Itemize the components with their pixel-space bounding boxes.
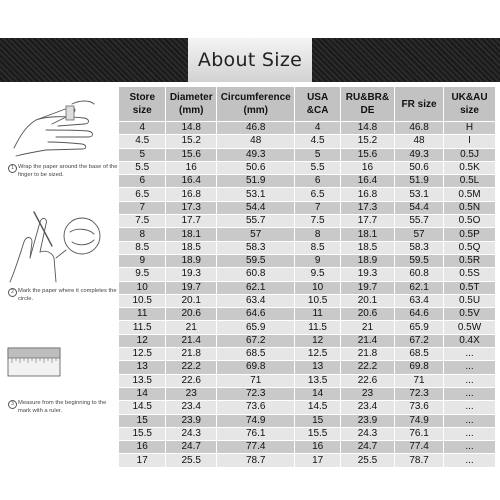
circumference-cell: 74.9 bbox=[217, 414, 295, 427]
store-size-cell: 7.5 bbox=[119, 215, 166, 228]
instruction-step-3 bbox=[8, 400, 118, 415]
step-number: 1 bbox=[8, 164, 17, 173]
fr-size-cell: 57 bbox=[395, 228, 444, 241]
usa-ca-cell: 14 bbox=[295, 387, 340, 400]
instruction-text: Measure from the beginning to the mark with a ruler. bbox=[18, 400, 107, 414]
ru-br-de-cell: 24.3 bbox=[340, 427, 394, 440]
uk-au-size-cell: H bbox=[444, 122, 496, 135]
fr-size-cell: 51.9 bbox=[395, 175, 444, 188]
fr-size-cell: 64.6 bbox=[395, 308, 444, 321]
instruction-text: Mark the paper where it completes the circle. bbox=[18, 288, 117, 302]
table-row bbox=[119, 321, 496, 334]
diameter-cell: 21 bbox=[166, 321, 217, 334]
circumference-cell: 49.3 bbox=[217, 148, 295, 161]
usa-ca-cell: 6 bbox=[295, 175, 340, 188]
diameter-cell: 16.8 bbox=[166, 188, 217, 201]
diameter-cell: 23.9 bbox=[166, 414, 217, 427]
circumference-cell: 69.8 bbox=[217, 361, 295, 374]
ru-br-de-cell: 21.4 bbox=[340, 334, 394, 347]
circumference-cell: 64.6 bbox=[217, 308, 295, 321]
header-usa-ca: USA &CA bbox=[295, 87, 340, 122]
usa-ca-cell: 9 bbox=[295, 254, 340, 267]
table-row bbox=[119, 374, 496, 387]
ruler-illustration bbox=[6, 344, 66, 380]
uk-au-size-cell: 0.4X bbox=[444, 334, 496, 347]
fr-size-cell: 58.3 bbox=[395, 241, 444, 254]
circumference-cell: 63.4 bbox=[217, 294, 295, 307]
uk-au-size-cell: 0.5K bbox=[444, 161, 496, 174]
store-size-cell: 14.5 bbox=[119, 401, 166, 414]
circumference-cell: 60.8 bbox=[217, 268, 295, 281]
header-circumference: Circumference (mm) bbox=[217, 87, 295, 122]
circumference-cell: 67.2 bbox=[217, 334, 295, 347]
hand-wrap-paper-illustration bbox=[6, 86, 111, 158]
table-row bbox=[119, 161, 496, 174]
table-row bbox=[119, 334, 496, 347]
usa-ca-cell: 4 bbox=[295, 122, 340, 135]
store-size-cell: 7 bbox=[119, 201, 166, 214]
uk-au-size-cell: ... bbox=[444, 414, 496, 427]
uk-au-size-cell: 0.5M bbox=[444, 188, 496, 201]
store-size-cell: 13.5 bbox=[119, 374, 166, 387]
fr-size-cell: 55.7 bbox=[395, 215, 444, 228]
ru-br-de-cell: 20.1 bbox=[340, 294, 394, 307]
table-row bbox=[119, 441, 496, 454]
usa-ca-cell: 15.5 bbox=[295, 427, 340, 440]
circumference-cell: 55.7 bbox=[217, 215, 295, 228]
store-size-cell: 10 bbox=[119, 281, 166, 294]
uk-au-size-cell: 0.5T bbox=[444, 281, 496, 294]
fr-size-cell: 71 bbox=[395, 374, 444, 387]
table-row bbox=[119, 241, 496, 254]
store-size-cell: 12 bbox=[119, 334, 166, 347]
circumference-cell: 72.3 bbox=[217, 387, 295, 400]
circumference-cell: 50.6 bbox=[217, 161, 295, 174]
table-row bbox=[119, 427, 496, 440]
usa-ca-cell: 12.5 bbox=[295, 348, 340, 361]
store-size-cell: 6.5 bbox=[119, 188, 166, 201]
diameter-cell: 22.2 bbox=[166, 361, 217, 374]
ru-br-de-cell: 22.2 bbox=[340, 361, 394, 374]
table-row bbox=[119, 175, 496, 188]
ru-br-de-cell: 19.7 bbox=[340, 281, 394, 294]
store-size-cell: 9 bbox=[119, 254, 166, 267]
store-size-cell: 6 bbox=[119, 175, 166, 188]
uk-au-size-cell: 0.5L bbox=[444, 175, 496, 188]
usa-ca-cell: 7 bbox=[295, 201, 340, 214]
usa-ca-cell: 17 bbox=[295, 454, 340, 467]
fr-size-cell: 74.9 bbox=[395, 414, 444, 427]
header-ru-br-de: RU&BR& DE bbox=[340, 87, 394, 122]
store-size-cell: 13 bbox=[119, 361, 166, 374]
uk-au-size-cell: 0.5W bbox=[444, 321, 496, 334]
uk-au-size-cell: ... bbox=[444, 374, 496, 387]
ru-br-de-cell: 15.6 bbox=[340, 148, 394, 161]
instruction-step-1 bbox=[8, 164, 118, 179]
fr-size-cell: 53.1 bbox=[395, 188, 444, 201]
uk-au-size-cell: 0.5J bbox=[444, 148, 496, 161]
ru-br-de-cell: 18.1 bbox=[340, 228, 394, 241]
fr-size-cell: 77.4 bbox=[395, 441, 444, 454]
usa-ca-cell: 15 bbox=[295, 414, 340, 427]
diameter-cell: 24.3 bbox=[166, 427, 217, 440]
store-size-cell: 8.5 bbox=[119, 241, 166, 254]
store-size-cell: 11.5 bbox=[119, 321, 166, 334]
header-uk-au-size: UK&AU size bbox=[444, 87, 496, 122]
store-size-cell: 5 bbox=[119, 148, 166, 161]
ru-br-de-cell: 25.5 bbox=[340, 454, 394, 467]
usa-ca-cell: 5.5 bbox=[295, 161, 340, 174]
fr-size-cell: 69.8 bbox=[395, 361, 444, 374]
usa-ca-cell: 11.5 bbox=[295, 321, 340, 334]
uk-au-size-cell: 0.5S bbox=[444, 268, 496, 281]
diameter-cell: 16 bbox=[166, 161, 217, 174]
table-row bbox=[119, 348, 496, 361]
table-row bbox=[119, 122, 496, 135]
table-row bbox=[119, 268, 496, 281]
table-row bbox=[119, 228, 496, 241]
store-size-cell: 4 bbox=[119, 122, 166, 135]
table-row bbox=[119, 215, 496, 228]
ru-br-de-cell: 16.4 bbox=[340, 175, 394, 188]
ru-br-de-cell: 16 bbox=[340, 161, 394, 174]
diameter-cell: 21.8 bbox=[166, 348, 217, 361]
header-diameter: Diameter (mm) bbox=[166, 87, 217, 122]
ru-br-de-cell: 22.6 bbox=[340, 374, 394, 387]
store-size-cell: 5.5 bbox=[119, 161, 166, 174]
usa-ca-cell: 9.5 bbox=[295, 268, 340, 281]
table-header-row bbox=[119, 87, 496, 122]
ru-br-de-cell: 17.3 bbox=[340, 201, 394, 214]
circumference-cell: 51.9 bbox=[217, 175, 295, 188]
uk-au-size-cell: ... bbox=[444, 427, 496, 440]
diameter-cell: 25.5 bbox=[166, 454, 217, 467]
circumference-cell: 77.4 bbox=[217, 441, 295, 454]
uk-au-size-cell: ... bbox=[444, 441, 496, 454]
usa-ca-cell: 7.5 bbox=[295, 215, 340, 228]
ring-size-table bbox=[118, 86, 496, 468]
fr-size-cell: 65.9 bbox=[395, 321, 444, 334]
circumference-cell: 46.8 bbox=[217, 122, 295, 135]
uk-au-size-cell: 0.5Q bbox=[444, 241, 496, 254]
uk-au-size-cell: 0.5P bbox=[444, 228, 496, 241]
diameter-cell: 15.2 bbox=[166, 135, 217, 148]
circumference-cell: 78.7 bbox=[217, 454, 295, 467]
fr-size-cell: 50.6 bbox=[395, 161, 444, 174]
measuring-instructions-panel bbox=[0, 82, 117, 500]
diameter-cell: 19.3 bbox=[166, 268, 217, 281]
ru-br-de-cell: 21.8 bbox=[340, 348, 394, 361]
header-fr-size: FR size bbox=[395, 87, 444, 122]
hand-mark-paper-illustration bbox=[6, 202, 111, 288]
fr-size-cell: 54.4 bbox=[395, 201, 444, 214]
ru-br-de-cell: 17.7 bbox=[340, 215, 394, 228]
table-row bbox=[119, 201, 496, 214]
diameter-cell: 16.4 bbox=[166, 175, 217, 188]
step-number: 2 bbox=[8, 288, 17, 297]
table-row bbox=[119, 188, 496, 201]
fr-size-cell: 62.1 bbox=[395, 281, 444, 294]
fr-size-cell: 78.7 bbox=[395, 454, 444, 467]
usa-ca-cell: 13.5 bbox=[295, 374, 340, 387]
circumference-cell: 48 bbox=[217, 135, 295, 148]
circumference-cell: 57 bbox=[217, 228, 295, 241]
table-row bbox=[119, 308, 496, 321]
ru-br-de-cell: 24.7 bbox=[340, 441, 394, 454]
diameter-cell: 21.4 bbox=[166, 334, 217, 347]
ru-br-de-cell: 21 bbox=[340, 321, 394, 334]
diameter-cell: 23 bbox=[166, 387, 217, 400]
circumference-cell: 59.5 bbox=[217, 254, 295, 267]
diameter-cell: 17.3 bbox=[166, 201, 217, 214]
uk-au-size-cell: 0.5O bbox=[444, 215, 496, 228]
store-size-cell: 15 bbox=[119, 414, 166, 427]
ru-br-de-cell: 16.8 bbox=[340, 188, 394, 201]
diameter-cell: 22.6 bbox=[166, 374, 217, 387]
fr-size-cell: 68.5 bbox=[395, 348, 444, 361]
fr-size-cell: 59.5 bbox=[395, 254, 444, 267]
table-body bbox=[119, 122, 496, 468]
usa-ca-cell: 10 bbox=[295, 281, 340, 294]
fr-size-cell: 49.3 bbox=[395, 148, 444, 161]
usa-ca-cell: 11 bbox=[295, 308, 340, 321]
diameter-cell: 23.4 bbox=[166, 401, 217, 414]
usa-ca-cell: 12 bbox=[295, 334, 340, 347]
circumference-cell: 73.6 bbox=[217, 401, 295, 414]
ru-br-de-cell: 23 bbox=[340, 387, 394, 400]
ru-br-de-cell: 20.6 bbox=[340, 308, 394, 321]
uk-au-size-cell: I bbox=[444, 135, 496, 148]
table-row bbox=[119, 361, 496, 374]
uk-au-size-cell: ... bbox=[444, 387, 496, 400]
fr-size-cell: 60.8 bbox=[395, 268, 444, 281]
usa-ca-cell: 8.5 bbox=[295, 241, 340, 254]
usa-ca-cell: 10.5 bbox=[295, 294, 340, 307]
circumference-cell: 62.1 bbox=[217, 281, 295, 294]
circumference-cell: 65.9 bbox=[217, 321, 295, 334]
table-row bbox=[119, 387, 496, 400]
circumference-cell: 53.1 bbox=[217, 188, 295, 201]
fr-size-cell: 67.2 bbox=[395, 334, 444, 347]
table-row bbox=[119, 148, 496, 161]
ru-br-de-cell: 14.8 bbox=[340, 122, 394, 135]
uk-au-size-cell: 0.5R bbox=[444, 254, 496, 267]
usa-ca-cell: 8 bbox=[295, 228, 340, 241]
title-banner bbox=[0, 38, 500, 82]
circumference-cell: 68.5 bbox=[217, 348, 295, 361]
usa-ca-cell: 13 bbox=[295, 361, 340, 374]
table-row bbox=[119, 281, 496, 294]
diameter-cell: 17.7 bbox=[166, 215, 217, 228]
uk-au-size-cell: 0.5U bbox=[444, 294, 496, 307]
uk-au-size-cell: ... bbox=[444, 401, 496, 414]
instruction-text: Wrap the paper around the base of the finger to be sized. bbox=[18, 164, 118, 178]
ru-br-de-cell: 23.4 bbox=[340, 401, 394, 414]
header-store-size: Store size bbox=[119, 87, 166, 122]
ru-br-de-cell: 18.5 bbox=[340, 241, 394, 254]
circumference-cell: 58.3 bbox=[217, 241, 295, 254]
store-size-cell: 10.5 bbox=[119, 294, 166, 307]
fr-size-cell: 72.3 bbox=[395, 387, 444, 400]
diameter-cell: 24.7 bbox=[166, 441, 217, 454]
circumference-cell: 54.4 bbox=[217, 201, 295, 214]
usa-ca-cell: 5 bbox=[295, 148, 340, 161]
store-size-cell: 17 bbox=[119, 454, 166, 467]
circumference-cell: 71 bbox=[217, 374, 295, 387]
fr-size-cell: 73.6 bbox=[395, 401, 444, 414]
fr-size-cell: 48 bbox=[395, 135, 444, 148]
diameter-cell: 20.6 bbox=[166, 308, 217, 321]
usa-ca-cell: 16 bbox=[295, 441, 340, 454]
uk-au-size-cell: 0.5V bbox=[444, 308, 496, 321]
diameter-cell: 20.1 bbox=[166, 294, 217, 307]
table-row bbox=[119, 454, 496, 467]
step-number: 3 bbox=[8, 400, 17, 409]
instruction-step-2 bbox=[8, 288, 118, 303]
fr-size-cell: 46.8 bbox=[395, 122, 444, 135]
uk-au-size-cell: ... bbox=[444, 348, 496, 361]
uk-au-size-cell: ... bbox=[444, 361, 496, 374]
fr-size-cell: 63.4 bbox=[395, 294, 444, 307]
store-size-cell: 8 bbox=[119, 228, 166, 241]
table-row bbox=[119, 414, 496, 427]
store-size-cell: 12.5 bbox=[119, 348, 166, 361]
store-size-cell: 11 bbox=[119, 308, 166, 321]
diameter-cell: 18.9 bbox=[166, 254, 217, 267]
usa-ca-cell: 6.5 bbox=[295, 188, 340, 201]
store-size-cell: 15.5 bbox=[119, 427, 166, 440]
table-row bbox=[119, 294, 496, 307]
ru-br-de-cell: 18.9 bbox=[340, 254, 394, 267]
store-size-cell: 9.5 bbox=[119, 268, 166, 281]
diameter-cell: 18.1 bbox=[166, 228, 217, 241]
store-size-cell: 4.5 bbox=[119, 135, 166, 148]
diameter-cell: 14.8 bbox=[166, 122, 217, 135]
page-title: About Size bbox=[188, 38, 312, 82]
uk-au-size-cell: ... bbox=[444, 454, 496, 467]
store-size-cell: 16 bbox=[119, 441, 166, 454]
circumference-cell: 76.1 bbox=[217, 427, 295, 440]
usa-ca-cell: 14.5 bbox=[295, 401, 340, 414]
usa-ca-cell: 4.5 bbox=[295, 135, 340, 148]
ru-br-de-cell: 19.3 bbox=[340, 268, 394, 281]
table-row bbox=[119, 401, 496, 414]
diameter-cell: 15.6 bbox=[166, 148, 217, 161]
table-row bbox=[119, 254, 496, 267]
ru-br-de-cell: 15.2 bbox=[340, 135, 394, 148]
uk-au-size-cell: 0.5N bbox=[444, 201, 496, 214]
table-row bbox=[119, 135, 496, 148]
ru-br-de-cell: 23.9 bbox=[340, 414, 394, 427]
diameter-cell: 18.5 bbox=[166, 241, 217, 254]
fr-size-cell: 76.1 bbox=[395, 427, 444, 440]
store-size-cell: 14 bbox=[119, 387, 166, 400]
diameter-cell: 19.7 bbox=[166, 281, 217, 294]
